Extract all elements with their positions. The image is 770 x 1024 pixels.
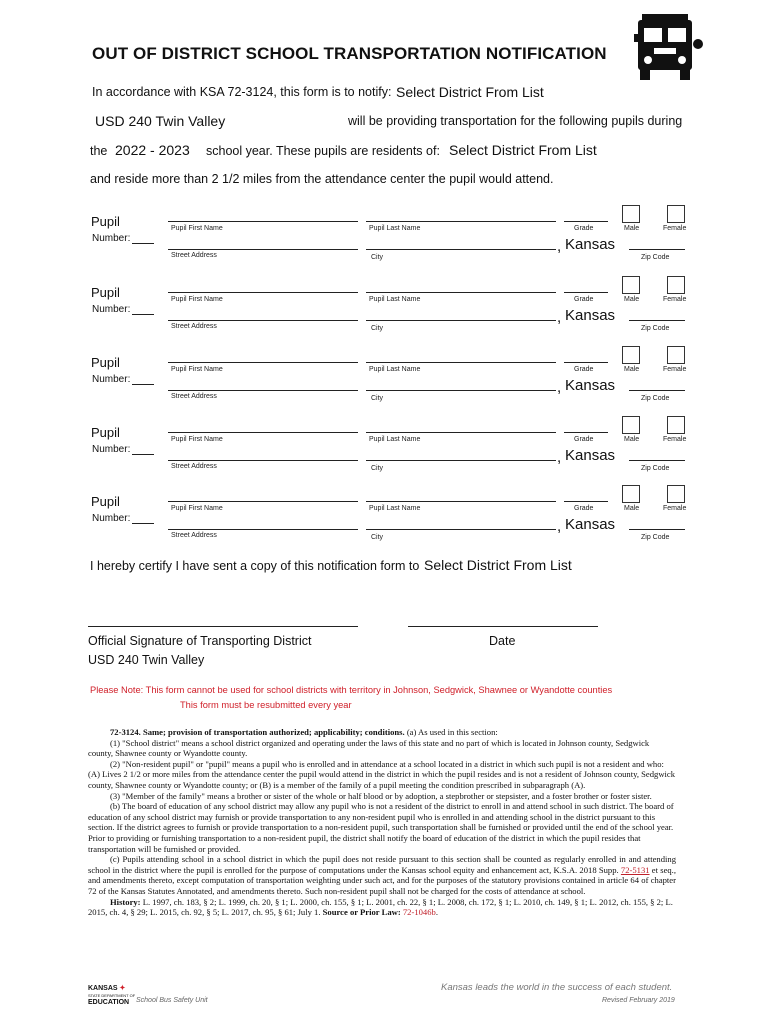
- first-name-field[interactable]: [168, 221, 358, 222]
- street-address-field[interactable]: [168, 249, 358, 250]
- statute-p5a: (c) Pupils attending school in a school district in which the pupil does not reside pursuant to this section shall be counted as regularly enrolled in and attending school in the district where the pupil is enrolled for the purpose of computations under the Kansas school equity and enhancement act, K.S.A. 2018 Supp.: [88, 854, 676, 875]
- male-checkbox[interactable]: [622, 416, 640, 434]
- grade-field[interactable]: [564, 292, 608, 293]
- statute-p1: (1) "School district" means a school district organized and operating under the laws of this state and no part of which is located in Johnson county, Sedgwick county, Shawnee county or Wyandotte county.: [88, 737, 650, 759]
- male-checkbox[interactable]: [622, 485, 640, 503]
- last-name-field[interactable]: [366, 221, 556, 222]
- grade-label: Grade: [574, 225, 594, 232]
- school-year-text: school year. These pupils are residents of:: [206, 144, 440, 158]
- female-label: Female: [663, 505, 687, 512]
- zip-code-field[interactable]: [629, 529, 685, 530]
- zip-code-label: Zip Code: [641, 325, 670, 332]
- pupil-label: Pupil: [91, 214, 120, 229]
- last-name-field[interactable]: [366, 362, 556, 363]
- providing-text: will be providing transportation for the following pupils during: [348, 114, 683, 128]
- first-name-label: Pupil First Name: [171, 366, 223, 373]
- providing-district-select[interactable]: USD 240 Twin Valley: [95, 113, 226, 129]
- signature-line[interactable]: [88, 626, 358, 627]
- pupil-number-label: Number:: [92, 304, 131, 315]
- state-kansas: Kansas: [565, 377, 616, 394]
- statute-link-72-5131[interactable]: 72-5131: [620, 864, 650, 875]
- grade-field[interactable]: [564, 221, 608, 222]
- pupil-label: Pupil: [91, 355, 120, 370]
- zip-code-field[interactable]: [629, 249, 685, 250]
- last-name-label: Pupil Last Name: [369, 296, 421, 303]
- last-name-label: Pupil Last Name: [369, 436, 421, 443]
- note-line-1: Please Note: This form cannot be used for school districts with territory in Johnson, Sedgwick, Shawnee or Wyandotte counties: [90, 685, 613, 695]
- state-comma: ,: [557, 449, 562, 466]
- state-comma: ,: [557, 309, 562, 326]
- first-name-field[interactable]: [168, 362, 358, 363]
- footer-revised: Revised February 2019: [602, 997, 675, 1004]
- state-kansas: Kansas: [565, 236, 616, 253]
- source-label: Source or Prior Law:: [322, 907, 401, 918]
- date-line[interactable]: [408, 626, 598, 627]
- pupil-number-label: Number:: [92, 374, 131, 385]
- zip-code-field[interactable]: [629, 320, 685, 321]
- logo-education: EDUCATION: [88, 999, 130, 1006]
- street-address-label: Street Address: [171, 393, 217, 400]
- zip-code-label: Zip Code: [641, 534, 670, 541]
- pupil-number-label: Number:: [92, 513, 131, 524]
- school-year-select[interactable]: 2022 - 2023: [115, 142, 190, 158]
- pupil-number-field[interactable]: [132, 384, 154, 385]
- first-name-label: Pupil First Name: [171, 505, 223, 512]
- pupil-number-field[interactable]: [132, 243, 154, 244]
- grade-field[interactable]: [564, 362, 608, 363]
- city-label: City: [371, 395, 384, 402]
- first-name-field[interactable]: [168, 501, 358, 502]
- form-title: OUT OF DISTRICT SCHOOL TRANSPORTATION NOTIFICATION: [92, 44, 607, 63]
- footer-tagline: Kansas leads the world in the success of each student.: [441, 982, 673, 993]
- pupil-number-field[interactable]: [132, 523, 154, 524]
- female-checkbox[interactable]: [667, 485, 685, 503]
- zip-code-label: Zip Code: [641, 395, 670, 402]
- statute-p2: (2) "Non-resident pupil" or "pupil" means a pupil who is enrolled and in attendance at a school located in a district in which such pupil is not a resident and who: (A) Lives 2 1/2 or more miles from the attendance center the pupil would attend in the district in which the pupil resides and is not a resident of Johnson county, Sedgwick county, Shawnee county or Wyandotte county; or (B) is a member of the family of a pupil meeting the condition prescribed in subparagraph (A).: [88, 758, 676, 790]
- grade-label: Grade: [574, 436, 594, 443]
- male-label: Male: [624, 436, 640, 443]
- note-line-2: This form must be resubmitted every year: [180, 700, 352, 710]
- statute-p3: (3) "Member of the family" means a brother or sister of the whole or half blood or by adoption, a stepbrother or stepsister, and a foster brother or foster sister.: [110, 790, 652, 801]
- state-comma: ,: [557, 238, 562, 255]
- last-name-label: Pupil Last Name: [369, 366, 421, 373]
- last-name-field[interactable]: [366, 432, 556, 433]
- city-field[interactable]: [366, 249, 556, 250]
- pupil-label: Pupil: [91, 494, 120, 509]
- city-field[interactable]: [366, 390, 556, 391]
- city-field[interactable]: [366, 529, 556, 530]
- distance-text: and reside more than 2 1/2 miles from the attendance center the pupil would attend.: [90, 172, 554, 186]
- last-name-field[interactable]: [366, 501, 556, 502]
- female-checkbox[interactable]: [667, 276, 685, 294]
- statute-p5b: et seq., and amendments thereto, except computation of transportation weighting under such act, and for the purposes of the statutory provisions contained in article 64 of chapter 72 of the Kansas Statutes Annotated, and amendments thereto. Such non-resident pupil shall not be charged for the costs of attendance at school.: [88, 864, 676, 896]
- first-name-label: Pupil First Name: [171, 436, 223, 443]
- date-label: Date: [489, 634, 516, 648]
- grade-field[interactable]: [564, 432, 608, 433]
- street-address-label: Street Address: [171, 323, 217, 330]
- resident-district-select[interactable]: Select District From List: [449, 142, 597, 158]
- last-name-field[interactable]: [366, 292, 556, 293]
- statute-text: [88, 727, 676, 918]
- grade-label: Grade: [574, 366, 594, 373]
- pupil-label: Pupil: [91, 425, 120, 440]
- first-name-label: Pupil First Name: [171, 225, 223, 232]
- city-label: City: [371, 325, 384, 332]
- certify-district-select[interactable]: Select District From List: [424, 557, 572, 573]
- state-comma: ,: [557, 518, 562, 535]
- street-address-label: Street Address: [171, 532, 217, 539]
- source-end: .: [435, 907, 438, 918]
- city-field[interactable]: [366, 460, 556, 461]
- male-label: Male: [624, 296, 640, 303]
- statute-link-72-1046b[interactable]: 72-1046b: [402, 907, 436, 918]
- ksde-logo: KANSAS ✦ STATE DEPARTMENT OF EDUCATION: [88, 985, 136, 1006]
- male-label: Male: [624, 366, 640, 373]
- last-name-label: Pupil Last Name: [369, 505, 421, 512]
- grade-label: Grade: [574, 505, 594, 512]
- logo-kansas: KANSAS: [88, 985, 118, 992]
- first-name-field[interactable]: [168, 292, 358, 293]
- notify-district-select[interactable]: Select District From List: [396, 84, 544, 100]
- history-text: L. 1997, ch. 183, § 2; L. 1999, ch. 20, § 1; L. 2000, ch. 155, § 1; L. 2001, ch. 22, § 1; L. 2008, ch. 172, § 1; L. 2010, ch. 149, § 1; L. 2012, ch. 155, § 2; L. 2015, ch. 4, § 29; L. 2015, ch. 92, § 5; L. 2017, ch. 95, § 61; July 1.: [88, 896, 673, 918]
- first-name-field[interactable]: [168, 432, 358, 433]
- pupil-number-field[interactable]: [132, 314, 154, 315]
- the-text: the: [90, 144, 108, 158]
- zip-code-field[interactable]: [629, 390, 685, 391]
- city-label: City: [371, 254, 384, 261]
- male-checkbox[interactable]: [622, 205, 640, 223]
- statute-heading-rest: (a) As used in this section:: [404, 727, 498, 737]
- city-field[interactable]: [366, 320, 556, 321]
- grade-label: Grade: [574, 296, 594, 303]
- female-label: Female: [663, 366, 687, 373]
- zip-code-label: Zip Code: [641, 254, 670, 261]
- pupil-number-field[interactable]: [132, 454, 154, 455]
- city-label: City: [371, 465, 384, 472]
- footer-unit: School Bus Safety Unit: [136, 997, 208, 1004]
- state-kansas: Kansas: [565, 447, 616, 464]
- street-address-label: Street Address: [171, 252, 217, 259]
- state-comma: ,: [557, 379, 562, 396]
- pupil-label: Pupil: [91, 285, 120, 300]
- street-address-field[interactable]: [168, 320, 358, 321]
- state-kansas: Kansas: [565, 307, 616, 324]
- street-address-field[interactable]: [168, 529, 358, 530]
- female-checkbox[interactable]: [667, 416, 685, 434]
- zip-code-label: Zip Code: [641, 465, 670, 472]
- male-label: Male: [624, 505, 640, 512]
- zip-code-field[interactable]: [629, 460, 685, 461]
- state-kansas: Kansas: [565, 516, 616, 533]
- street-address-field[interactable]: [168, 390, 358, 391]
- history-label: History:: [110, 896, 141, 907]
- city-label: City: [371, 534, 384, 541]
- school-bus-front-icon: [632, 12, 704, 84]
- signature-label: Official Signature of Transporting District: [88, 634, 312, 648]
- female-checkbox[interactable]: [667, 205, 685, 223]
- female-label: Female: [663, 436, 687, 443]
- female-checkbox[interactable]: [667, 346, 685, 364]
- male-label: Male: [624, 225, 640, 232]
- certify-text: I hereby certify I have sent a copy of this notification form to: [90, 559, 420, 573]
- statute-p4: (b) The board of education of any school district may allow any pupil who is not a resident of the district to enroll in and attend school in such district. The board of education of any school district may furnish or provide transportation to any non-resident pupil who is enrolled in and attending school in the district pursuant to this section. If the district agrees to furnish or provide transportation to a non-resident pupil, such transportation shall be furnished or provided until the end of the school year. Prior to providing or furnishing transportation to a non-resident pupil, the district shall notify the board of education of the district in which the pupil resides that transportation will be furnished or provided.: [88, 801, 674, 854]
- male-checkbox[interactable]: [622, 276, 640, 294]
- female-label: Female: [663, 296, 687, 303]
- female-label: Female: [663, 225, 687, 232]
- male-checkbox[interactable]: [622, 346, 640, 364]
- signature-district[interactable]: USD 240 Twin Valley: [88, 653, 205, 667]
- logo-state-dept: STATE DEPARTMENT OF: [88, 993, 136, 998]
- last-name-label: Pupil Last Name: [369, 225, 421, 232]
- pupil-number-label: Number:: [92, 444, 131, 455]
- first-name-label: Pupil First Name: [171, 296, 223, 303]
- intro-text: In accordance with KSA 72-3124, this form is to notify:: [92, 85, 392, 99]
- grade-field[interactable]: [564, 501, 608, 502]
- street-address-label: Street Address: [171, 463, 217, 470]
- street-address-field[interactable]: [168, 460, 358, 461]
- statute-heading: 72-3124. Same; provision of transportation authorized; applicability; conditions.: [110, 727, 405, 737]
- pupil-number-label: Number:: [92, 233, 131, 244]
